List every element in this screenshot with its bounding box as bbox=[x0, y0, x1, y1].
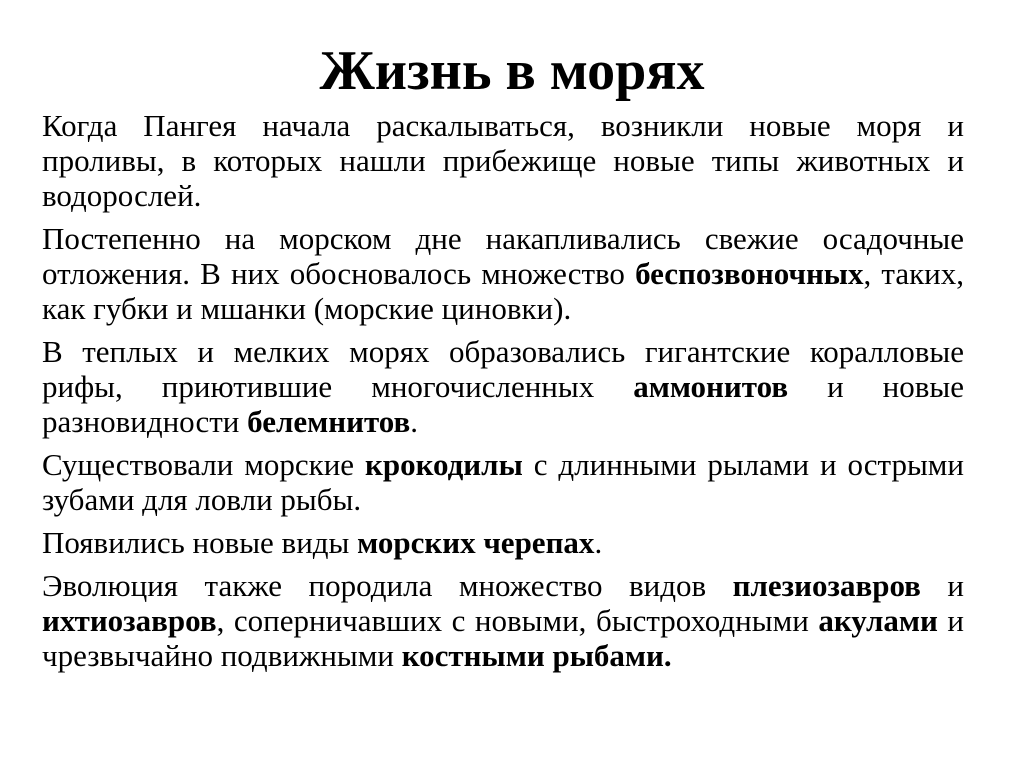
bold-term: морских черепах bbox=[357, 525, 595, 560]
text-run: Когда Пангея начала раскалываться, возникли новые моря и проливы, в которых нашли прибежище новые типы животных и водорослей. bbox=[42, 108, 964, 213]
text-run: В теплых и мелких морях образовались гигантские коралловые рифы, приютившие многочисленных bbox=[42, 334, 964, 404]
text-run: , соперничавших с новыми, быстроходными bbox=[216, 603, 819, 638]
text-run: Постепенно на морском дне накапливались свежие осадочные отложения. В них обосновалось множество bbox=[42, 221, 964, 291]
bold-term: ихтиозавров bbox=[42, 603, 217, 638]
bold-term: белемнитов bbox=[247, 404, 411, 439]
text-run: . bbox=[594, 525, 603, 560]
text-run: и новые разновидности bbox=[42, 369, 965, 439]
text-run: с длинными рылами и острыми зубами для ловли рыбы. bbox=[42, 447, 964, 517]
slide-title: Жизнь в морях bbox=[319, 40, 705, 102]
text-run: . bbox=[410, 404, 418, 439]
bold-term: аммонитов bbox=[633, 369, 789, 404]
paragraph bbox=[42, 221, 964, 326]
bold-term: акулами bbox=[818, 603, 938, 638]
paragraph bbox=[42, 568, 964, 673]
text-run: и чрезвычайно подвижными bbox=[42, 603, 964, 673]
text-run: Появились новые виды bbox=[42, 525, 358, 560]
bold-term: костными рыбами. bbox=[401, 638, 672, 673]
bold-term: беспозвоночных bbox=[635, 256, 864, 291]
text-run: , таких, как губки и мшанки (морские циновки). bbox=[42, 256, 964, 326]
paragraph bbox=[42, 525, 964, 560]
text-run: Существовали морские bbox=[42, 447, 365, 482]
text-run: и bbox=[920, 568, 965, 603]
paragraph bbox=[42, 108, 964, 213]
text-run: Эволюция также породила множество видов bbox=[42, 568, 733, 603]
paragraph bbox=[42, 447, 964, 517]
bold-term: плезиозавров bbox=[732, 568, 921, 603]
bold-term: крокодилы bbox=[364, 447, 523, 482]
paragraph bbox=[42, 334, 964, 439]
slide-body bbox=[42, 108, 964, 681]
